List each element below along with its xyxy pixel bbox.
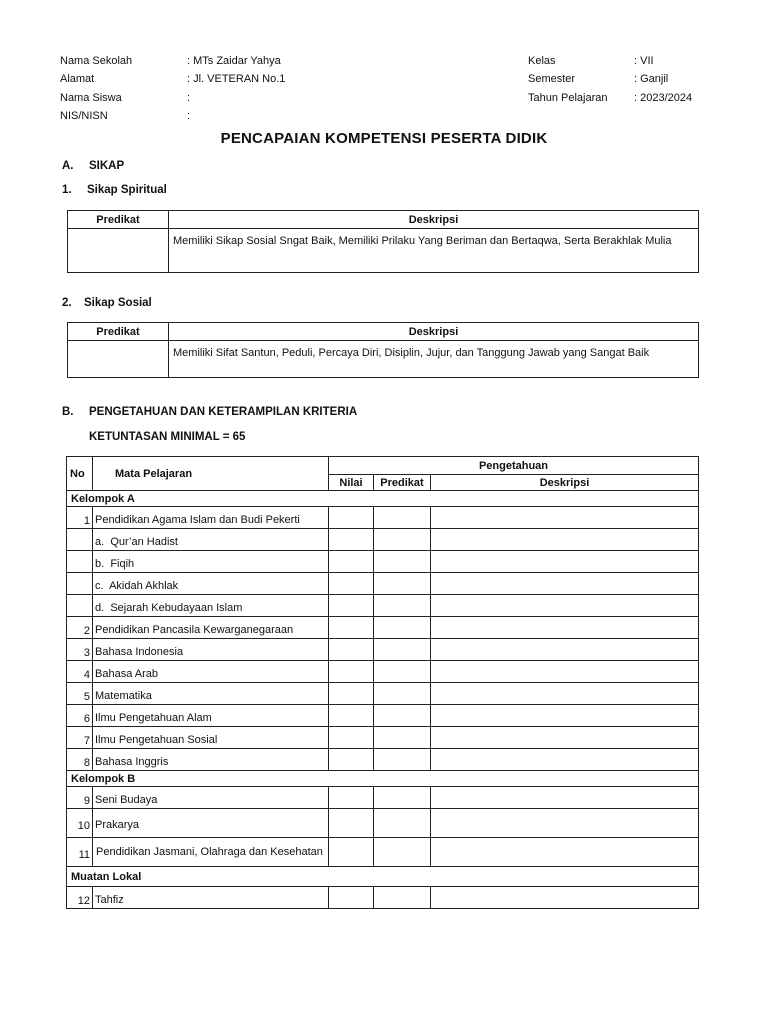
row-number [67,573,93,595]
table-row [67,595,699,617]
row-number: 1 [67,507,93,529]
deskripsi-cell [431,617,699,639]
col-header-deskripsi: Deskripsi [169,323,699,341]
page-title: PENCAPAIAN KOMPETENSI PESERTA DIDIK [220,130,548,147]
subject-name: Tahfiz [93,887,329,909]
grades-table [66,456,699,909]
nilai-cell [329,787,374,809]
deskripsi-cell: Memiliki Sikap Sosial Sngat Baik, Memiliki Prilaku Yang Beriman dan Bertaqwa, Serta Berakhlak Mulia [169,229,699,273]
nilai-cell [329,573,374,595]
nilai-cell [329,727,374,749]
sikap-spiritual-title: Sikap Spiritual [87,184,167,196]
group-row-kelompok-a: Kelompok A [67,491,699,507]
predikat-cell [374,705,431,727]
nilai-cell [329,683,374,705]
sikap-sosial-table [67,322,699,378]
sikap-spiritual-marker: 1. [62,184,72,196]
deskripsi-cell [431,529,699,551]
deskripsi-cell [431,787,699,809]
subject-name: c. Akidah Akhlak [93,573,329,595]
deskripsi-cell [431,887,699,909]
row-number: 7 [67,727,93,749]
predikat-cell [68,229,169,273]
predikat-cell [374,551,431,573]
predikat-cell [374,661,431,683]
nilai-cell [329,809,374,838]
label-nama-siswa: Nama Siswa [60,92,122,104]
table-row [67,887,699,909]
nilai-cell [329,551,374,573]
col-header-deskripsi: Deskripsi [431,475,699,491]
label-semester: Semester [528,73,576,85]
nilai-cell [329,661,374,683]
predikat-cell [374,809,431,838]
deskripsi-cell [431,661,699,683]
predikat-cell [374,529,431,551]
table-row [67,705,699,727]
subject-name: Bahasa Indonesia [93,639,329,661]
row-number: 10 [67,809,93,838]
col-header-pengetahuan: Pengetahuan [329,457,699,475]
predikat-cell [374,683,431,705]
label-nama-sekolah: Nama Sekolah [60,55,133,67]
nilai-cell [329,617,374,639]
subject-name: a. Qur’an Hadist [93,529,329,551]
col-header-mata-pelajaran: Mata Pelajaran [93,457,329,491]
section-a-title: SIKAP [89,160,125,172]
value-nama-sekolah: : MTs Zaidar Yahya [187,55,281,67]
col-header-predikat: Predikat [374,475,431,491]
predikat-cell [374,787,431,809]
row-number: 9 [67,787,93,809]
group-row-kelompok-b: Kelompok B [67,771,699,787]
subject-name: Bahasa Inggris [93,749,329,771]
nilai-cell [329,838,374,867]
subject-name: Bahasa Arab [93,661,329,683]
value-nama-siswa: : [187,92,191,104]
table-row [67,529,699,551]
subject-name: Seni Budaya [93,787,329,809]
sikap-spiritual-table [67,210,699,273]
label-tahun-pelajaran: Tahun Pelajaran [528,92,608,104]
label-kelas: Kelas [528,55,556,67]
row-number: 11 [67,838,93,867]
predikat-cell [374,749,431,771]
deskripsi-cell [431,705,699,727]
table-row [67,551,699,573]
section-b-title: PENGETAHUAN DAN KETERAMPILAN KRITERIA [89,406,358,418]
section-b-marker: B. [62,406,74,418]
nilai-cell [329,887,374,909]
group-row-muatan-lokal: Muatan Lokal [67,867,699,887]
row-number: 5 [67,683,93,705]
deskripsi-cell: Memiliki Sifat Santun, Peduli, Percaya Diri, Disiplin, Jujur, dan Tanggung Jawab yang Sangat Baik [169,341,699,378]
row-number [67,529,93,551]
predikat-cell [374,617,431,639]
deskripsi-cell [431,809,699,838]
subject-name: Pendidikan Jasmani, Olahraga dan Kesehatan [93,838,329,867]
table-row [67,639,699,661]
predikat-cell [68,341,169,378]
predikat-cell [374,507,431,529]
row-number [67,551,93,573]
col-header-nilai: Nilai [329,475,374,491]
value-semester: : Ganjil [634,73,669,85]
row-number: 8 [67,749,93,771]
predikat-cell [374,595,431,617]
subject-name: Ilmu Pengetahuan Alam [93,705,329,727]
value-nis-nisn: : [187,110,191,122]
table-row [67,838,699,867]
sikap-sosial-title: Sikap Sosial [84,297,152,309]
value-alamat: : Jl. VETERAN No.1 [187,73,286,85]
deskripsi-cell [431,838,699,867]
nilai-cell [329,529,374,551]
table-row [67,749,699,771]
table-row [67,617,699,639]
row-number: 3 [67,639,93,661]
table-row [67,727,699,749]
predikat-cell [374,727,431,749]
subject-name: Prakarya [93,809,329,838]
predikat-cell [374,838,431,867]
predikat-cell [374,887,431,909]
deskripsi-cell [431,573,699,595]
table-row [67,683,699,705]
deskripsi-cell [431,727,699,749]
col-header-predikat: Predikat [68,323,169,341]
nilai-cell [329,595,374,617]
table-row [67,573,699,595]
nilai-cell [329,639,374,661]
value-kelas: : VII [634,55,654,67]
row-number: 4 [67,661,93,683]
label-nis-nisn: NIS/NISN [60,110,108,122]
row-number: 6 [67,705,93,727]
subject-name: b. Fiqih [93,551,329,573]
subject-name: Ilmu Pengetahuan Sosial [93,727,329,749]
label-alamat: Alamat [60,73,95,85]
subject-name: Pendidikan Pancasila Kewarganegaraan [93,617,329,639]
predikat-cell [374,639,431,661]
value-tahun-pelajaran: : 2023/2024 [634,92,693,104]
row-number: 2 [67,617,93,639]
row-number: 12 [67,887,93,909]
deskripsi-cell [431,595,699,617]
predikat-cell [374,573,431,595]
subject-name: Pendidikan Agama Islam dan Budi Pekerti [93,507,329,529]
table-row [67,787,699,809]
nilai-cell [329,507,374,529]
deskripsi-cell [431,551,699,573]
nilai-cell [329,749,374,771]
deskripsi-cell [431,749,699,771]
row-number [67,595,93,617]
deskripsi-cell [431,683,699,705]
kkm-label: KETUNTASAN MINIMAL = 65 [89,431,246,443]
subject-name: d. Sejarah Kebudayaan Islam [93,595,329,617]
nilai-cell [329,705,374,727]
deskripsi-cell [431,507,699,529]
section-a-marker: A. [62,160,74,172]
col-header-deskripsi: Deskripsi [169,211,699,229]
deskripsi-cell [431,639,699,661]
col-header-predikat: Predikat [68,211,169,229]
subject-name: Matematika [93,683,329,705]
sikap-sosial-marker: 2. [62,297,72,309]
table-row [67,661,699,683]
table-row [67,507,699,529]
table-row [67,809,699,838]
col-header-no: No [67,457,93,491]
